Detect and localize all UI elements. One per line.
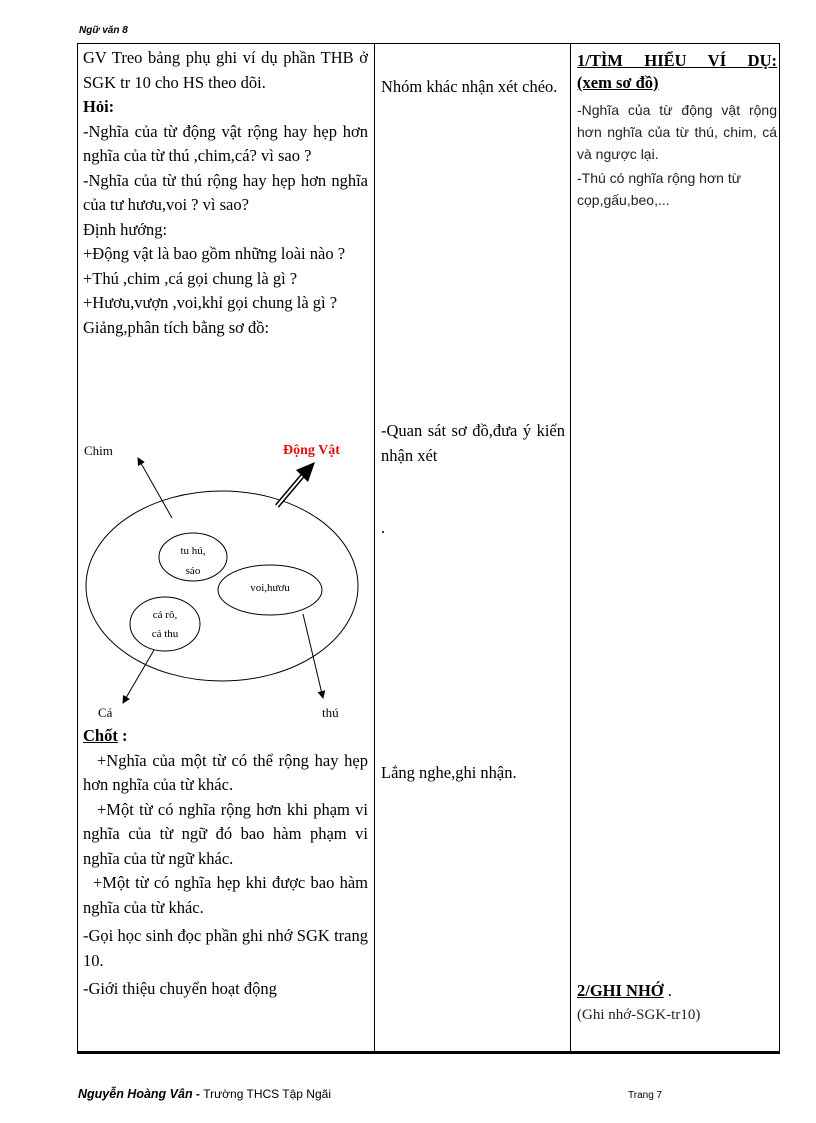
content-heading-2 [577, 979, 777, 1004]
student-activity-1: Nhóm khác nhận xét chéo. [381, 77, 558, 96]
student-activity-2: -Quan sát sơ đồ,đưa ý kiến nhận xét [381, 421, 565, 465]
conclusion-block [83, 724, 368, 1002]
conclusion-label-colon: : [117, 726, 128, 745]
table-top-border [77, 43, 780, 44]
arrow-chim [138, 458, 172, 518]
student-activity-4: Lắng nghe,ghi nhận. [381, 763, 517, 782]
table-bottom-border [77, 1051, 780, 1054]
content-note-2: -Thú có nghĩa rộng hơn từ cọp,gấu,beo,... [577, 170, 742, 208]
conclusion-1: +Nghĩa của một từ có thể rộng hay hẹp hơn nghĩa của từ khác. [83, 750, 368, 794]
page-header: Ngữ văn 8 [79, 25, 128, 36]
arrow-thu [303, 614, 323, 698]
label-voi-huou: voi,hươu [250, 582, 290, 594]
label-tu-hu-line-1: tu hú, [180, 545, 206, 557]
label-ca-ro-line-1: cá rô, [152, 609, 178, 621]
guidance-2: +Thú ,chim ,cá gọi chung là gì ? [83, 268, 298, 288]
page-number: Trang 7 [628, 1090, 663, 1101]
column-divider-1 [374, 43, 375, 1052]
question-1: -Nghĩa của từ động vật rộng hay hẹp hơn nghĩa của từ thú ,chim,cá? vì sao ? [83, 121, 368, 165]
label-chim: Chim [84, 443, 113, 458]
label-ca: Cá [98, 705, 113, 720]
footer-author: Nguyễn Hoàng Vân [78, 1087, 193, 1101]
content-heading-1-title: 1/TÌM HIỂU VÍ DỤ: [577, 51, 777, 70]
column-divider-2 [570, 43, 571, 1052]
questions-label: Hỏi: [83, 97, 115, 116]
guidance-4: Giảng,phân tích bằng sơ đồ: [83, 317, 270, 337]
teacher-activity-column [83, 46, 368, 340]
footer-dash: - [192, 1087, 204, 1101]
label-tu-hu [159, 541, 227, 581]
label-ca-ro [131, 606, 199, 644]
content-heading-1 [577, 50, 777, 94]
content-heading-2-dot: . [663, 981, 672, 1000]
conclusion-3: +Một từ có nghĩa hẹp khi được bao hàm nghĩa của từ khác. [83, 873, 368, 917]
label-tu-hu-line-2: sáo [185, 565, 201, 577]
label-thu: thú [322, 705, 339, 720]
intro-text: GV Treo bảng phụ ghi ví dụ phần THB ở SGK tr 10 cho HS theo dõi. [83, 48, 368, 92]
footer-credit [78, 1087, 331, 1101]
conclusion-4: -Gọi học sinh đọc phần ghi nhớ SGK trang 10. [83, 926, 368, 970]
guidance-label: Định hướng: [83, 219, 168, 239]
student-activity-3: . [381, 518, 386, 537]
footer-school: Trường THCS Tập Ngãi [203, 1087, 331, 1101]
content-heading-2-title: 2/GHI NHỚ [577, 981, 664, 1000]
table-left-border [77, 43, 78, 1052]
question-2: -Nghĩa của từ thú rộng hay hẹp hơn nghĩa của tư hươu,voi ? vì sao? [83, 170, 368, 214]
content-note-3: (Ghi nhớ-SGK-tr10) [577, 1007, 701, 1023]
conclusion-label-text: Chốt [83, 726, 118, 745]
conclusion-label [83, 724, 368, 749]
label-ca-ro-line-2: cá thu [151, 628, 179, 640]
table-right-border [779, 43, 780, 1052]
label-dong-vat: Động Vật [283, 443, 340, 458]
guidance-3: +Hươu,vượn ,voi,khỉ gọi chung là gì ? [83, 293, 338, 312]
guidance-1: +Động vật là bao gồm những loài nào ? [83, 244, 346, 263]
content-heading-1-sub: (xem sơ đồ) [577, 73, 659, 92]
arrow-dong-vat [277, 462, 315, 506]
arrow-ca [123, 650, 154, 703]
content-note-1: -Nghĩa của từ động vật rộng hơn nghĩa của từ thú, chim, cá và ngược lại. [577, 102, 777, 162]
conclusion-2: +Một từ có nghĩa rộng hơn khi phạm vi nghĩa của từ ngữ đó bao hàm phạm vi nghĩa của từ ngữ khác. [83, 799, 368, 868]
conclusion-5: -Giới thiệu chuyển hoạt động [83, 979, 277, 998]
